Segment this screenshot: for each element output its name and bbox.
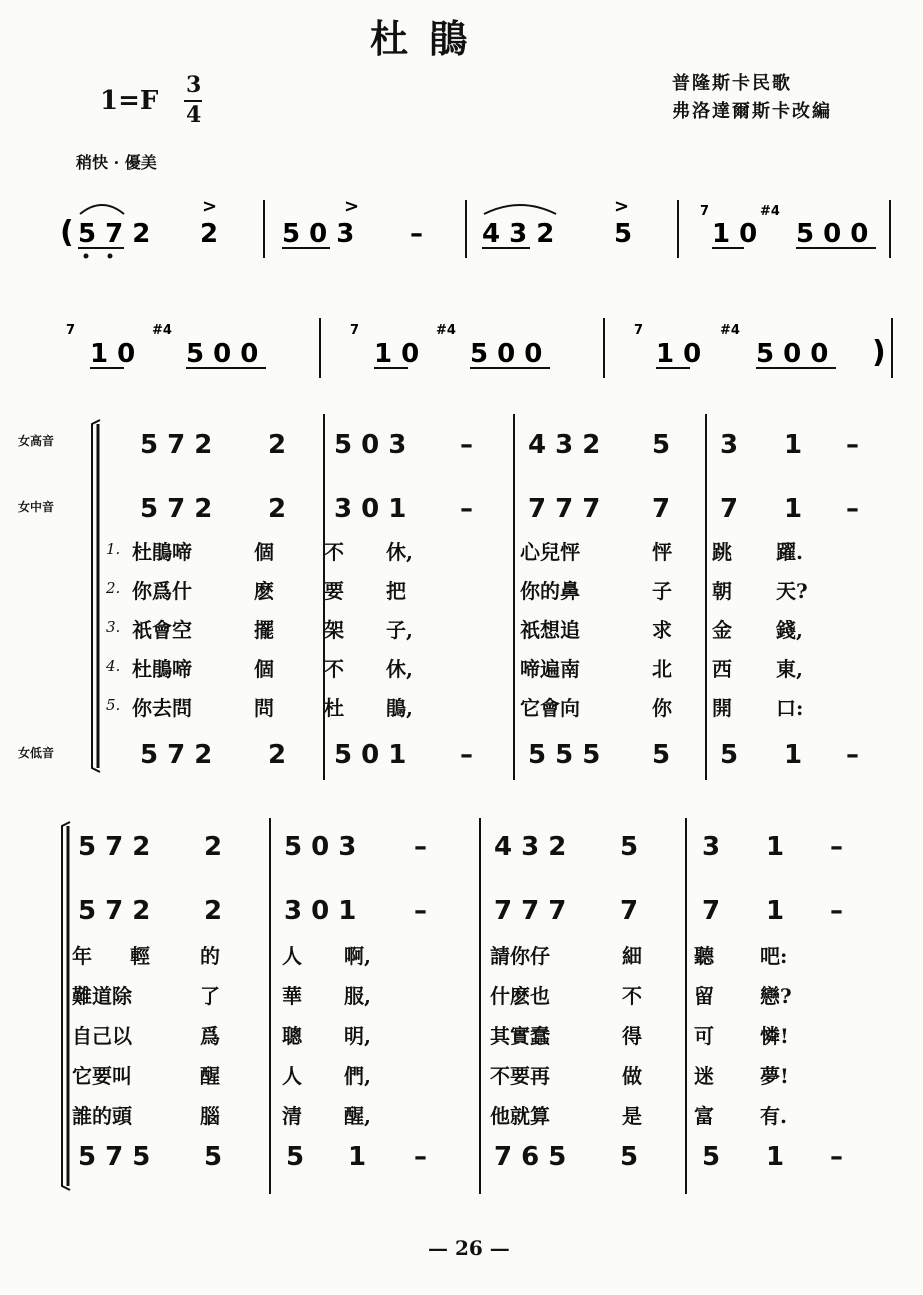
voice-label-soprano: 女高音: [18, 434, 55, 448]
lyric-syllable: 北: [652, 657, 672, 681]
svg-text:#4: #4: [152, 323, 172, 338]
lyric-syllable: 錢,: [776, 618, 803, 642]
note: –: [460, 430, 473, 460]
svg-text:7: 7: [350, 323, 360, 338]
note: 2: [204, 896, 223, 926]
lyric-syllable: 是: [622, 1104, 642, 1128]
lyric-syllable: 子,: [386, 618, 413, 642]
svg-text:#4: #4: [760, 204, 780, 219]
lyric-syllable: 的: [200, 944, 220, 968]
note: –: [846, 494, 859, 524]
lyric-syllable: 他就算: [490, 1104, 550, 1128]
lyric-syllable: 架: [324, 618, 344, 642]
note-group: 3 0 1: [334, 494, 407, 524]
note: –: [414, 832, 427, 862]
svg-text:): ): [872, 335, 886, 370]
lyric-syllable: 麽: [254, 579, 274, 603]
lyric-syllable: 個: [254, 657, 274, 681]
lyric-syllable: 心兒怦: [520, 540, 580, 564]
lyric-syllable: 杜鵑啼: [132, 540, 192, 564]
page-title: 杜 鵑: [370, 16, 472, 61]
note-group: 3 0 1: [284, 896, 357, 926]
lyric-syllable: 它要叫: [72, 1064, 132, 1088]
note: 1: [784, 494, 803, 524]
lyric-syllable: 要: [324, 579, 344, 603]
lyric-syllable: 祇想追: [520, 618, 580, 642]
svg-text:7: 7: [634, 323, 644, 338]
note: –: [830, 896, 843, 926]
note: 5: [652, 430, 671, 460]
lyric-syllable: 富: [694, 1104, 714, 1128]
lyric-syllable: 你去問: [132, 696, 192, 720]
lyric-syllable: 吧:: [760, 944, 788, 968]
note: –: [830, 1142, 843, 1172]
time-signature-bottom: 4: [186, 102, 202, 128]
lyric-syllable: 聽: [694, 944, 714, 968]
lyric-syllable: 求: [652, 618, 672, 642]
note: –: [460, 494, 473, 524]
svg-text:#4: #4: [720, 323, 740, 338]
lyric-syllable: 華: [282, 984, 302, 1008]
lyric-syllable: 問: [254, 696, 274, 720]
lyric-syllable: 不: [324, 540, 344, 564]
lyric-syllable: 戀?: [760, 984, 792, 1008]
note: 2: [268, 494, 287, 524]
lyric-syllable: 留: [694, 984, 714, 1008]
lyric-syllable: 細: [622, 944, 642, 968]
note: 5: [204, 1142, 223, 1172]
svg-text:(: (: [60, 215, 74, 250]
note: 5: [620, 1142, 639, 1172]
lyric-syllable: 你的鼻: [520, 579, 580, 603]
lyric-syllable: 們,: [344, 1064, 371, 1088]
lyric-syllable: 你爲什: [132, 579, 192, 603]
time-signature-top: 3: [186, 72, 202, 98]
svg-text:5: 5: [614, 219, 633, 249]
svg-text:7: 7: [700, 204, 710, 219]
lyric-syllable: 難道除: [72, 984, 132, 1008]
note: 7: [720, 494, 739, 524]
note: 5: [720, 740, 739, 770]
tempo-marking: 稍快 · 優美: [76, 153, 157, 172]
note: 1: [784, 740, 803, 770]
note: –: [414, 1142, 427, 1172]
lyric-syllable: 口:: [776, 696, 804, 720]
note: 1: [766, 896, 785, 926]
note-group: 7 7 7: [528, 494, 601, 524]
lyric-syllable: 東,: [776, 657, 803, 681]
note-group: 5 0 1: [334, 740, 407, 770]
lyric-syllable: 朝: [712, 579, 732, 603]
lyric-syllable: 鵑,: [386, 696, 413, 720]
lyric-syllable: 聰: [282, 1024, 302, 1048]
lyric-syllable: 開: [712, 696, 732, 720]
voice-label-low: 女低音: [18, 746, 55, 760]
note-group: 4 3 2: [528, 430, 601, 460]
credit-arranger: 弗洛達爾斯卡改編: [672, 101, 832, 122]
lyric-syllable: 擺: [254, 618, 274, 642]
note: 1: [766, 1142, 785, 1172]
lyric-syllable: 了: [200, 984, 220, 1008]
lyric-syllable: 誰的頭: [72, 1104, 132, 1128]
note-group: 7 7 7: [494, 896, 567, 926]
note: –: [846, 430, 859, 460]
svg-text:>: >: [202, 196, 218, 217]
lyric-syllable: 醒,: [344, 1104, 371, 1128]
svg-text:5 0 0: 5 0 0: [756, 339, 829, 369]
note-group: 5 7 2: [140, 740, 213, 770]
lyric-syllable: 可: [694, 1024, 714, 1048]
lyric-syllable: 自己以: [72, 1024, 132, 1048]
lyric-syllable: 做: [622, 1064, 642, 1088]
svg-text:>: >: [614, 196, 630, 217]
note: 1: [766, 832, 785, 862]
note: 7: [702, 896, 721, 926]
lyric-syllable: 服,: [344, 984, 371, 1008]
svg-text:5 0 0: 5 0 0: [470, 339, 543, 369]
svg-text:1 0: 1 0: [712, 219, 758, 249]
svg-text:>: >: [344, 196, 360, 217]
svg-text:5 0 0: 5 0 0: [796, 219, 869, 249]
verse-number: 1.: [106, 540, 121, 558]
lyric-syllable: 明,: [344, 1024, 371, 1048]
note: 5: [620, 832, 639, 862]
lyric-syllable: 杜鵑啼: [132, 657, 192, 681]
note-group: 5 0 3: [284, 832, 357, 862]
verse-number: 5.: [106, 696, 121, 714]
lyric-syllable: 休,: [386, 540, 413, 564]
svg-text:5 0 0: 5 0 0: [186, 339, 259, 369]
note: –: [414, 896, 427, 926]
page-number: — 26 —: [428, 1236, 510, 1260]
lyric-syllable: 啼遍南: [520, 657, 580, 681]
lyric-syllable: 躍.: [776, 540, 803, 564]
lyric-syllable: 憐!: [760, 1024, 789, 1048]
lyric-syllable: 爲: [200, 1024, 220, 1048]
note-group: 5 5 5: [528, 740, 601, 770]
svg-text:4 3 2: 4 3 2: [482, 219, 555, 249]
lyric-syllable: 你: [652, 696, 672, 720]
lyric-syllable: 輕: [130, 944, 150, 968]
lyric-syllable: 人: [282, 1064, 302, 1088]
note-group: 5 7 2: [140, 494, 213, 524]
note: 7: [652, 494, 671, 524]
lyric-syllable: 啊,: [344, 944, 371, 968]
lyric-syllable: 個: [254, 540, 274, 564]
lyric-syllable: 不要再: [490, 1064, 550, 1088]
lyric-syllable: 天?: [776, 579, 808, 603]
lyric-syllable: 金: [712, 618, 732, 642]
lyric-syllable: 子: [652, 579, 672, 603]
lyric-syllable: 把: [386, 579, 406, 603]
lyric-syllable: 人: [282, 944, 302, 968]
lyric-syllable: 跳: [712, 540, 732, 564]
note: –: [846, 740, 859, 770]
verse-number: 2.: [106, 579, 121, 597]
lyric-syllable: 有.: [760, 1104, 787, 1128]
svg-text:1 0: 1 0: [656, 339, 702, 369]
lyric-syllable: 祇會空: [132, 618, 192, 642]
lyric-syllable: 其實蠢: [490, 1024, 550, 1048]
voice-label-alto: 女中音: [18, 500, 55, 514]
lyric-syllable: 年: [72, 944, 92, 968]
svg-text:1 0: 1 0: [90, 339, 136, 369]
lyric-syllable: 什麽也: [490, 984, 550, 1008]
lyric-syllable: 休,: [386, 657, 413, 681]
note-group: 5 7 2: [140, 430, 213, 460]
lyric-syllable: 清: [282, 1104, 302, 1128]
note: 5: [286, 1142, 305, 1172]
lyric-syllable: 杜: [324, 696, 344, 720]
note: 3: [720, 430, 739, 460]
verse-number: 3.: [106, 618, 121, 636]
note: 5: [652, 740, 671, 770]
svg-text:–: –: [410, 219, 423, 249]
svg-text:2: 2: [200, 219, 219, 249]
note: 1: [784, 430, 803, 460]
lyric-syllable: 腦: [200, 1104, 220, 1128]
lyric-syllable: 它會向: [520, 696, 580, 720]
lyric-syllable: 不: [324, 657, 344, 681]
lyric-syllable: 怦: [652, 540, 672, 564]
note: 2: [204, 832, 223, 862]
note: 7: [620, 896, 639, 926]
lyric-syllable: 迷: [694, 1064, 714, 1088]
key-signature: 1=F: [100, 86, 159, 116]
svg-text:1 0: 1 0: [374, 339, 420, 369]
lyric-syllable: 夢!: [760, 1064, 789, 1088]
intro-line-2: [66, 318, 892, 378]
note: 2: [268, 430, 287, 460]
verse-number: 4.: [106, 657, 121, 675]
note-group: 5 7 2: [78, 832, 151, 862]
svg-text:7: 7: [66, 323, 76, 338]
lyric-syllable: 西: [712, 657, 732, 681]
note-group: 5 0 3: [334, 430, 407, 460]
credit-origin: 普隆斯卡民歌: [672, 73, 792, 94]
svg-text:#4: #4: [436, 323, 456, 338]
note: 1: [348, 1142, 367, 1172]
svg-text:5 0 3: 5 0 3: [282, 219, 355, 249]
lyric-syllable: 請你仔: [490, 944, 550, 968]
note: –: [460, 740, 473, 770]
note: 3: [702, 832, 721, 862]
lyric-syllable: 不: [622, 984, 642, 1008]
note-group: 7 6 5: [494, 1142, 567, 1172]
note: –: [830, 832, 843, 862]
intro-measure-1: 5 7 2: [78, 219, 151, 249]
lyric-syllable: 醒: [200, 1064, 220, 1088]
note-group: 5 7 2: [78, 896, 151, 926]
note: 2: [268, 740, 287, 770]
note: 5: [702, 1142, 721, 1172]
note-group: 5 7 5: [78, 1142, 151, 1172]
note-group: 4 3 2: [494, 832, 567, 862]
intro-line-1: [60, 196, 890, 259]
lyric-syllable: 得: [622, 1024, 642, 1048]
